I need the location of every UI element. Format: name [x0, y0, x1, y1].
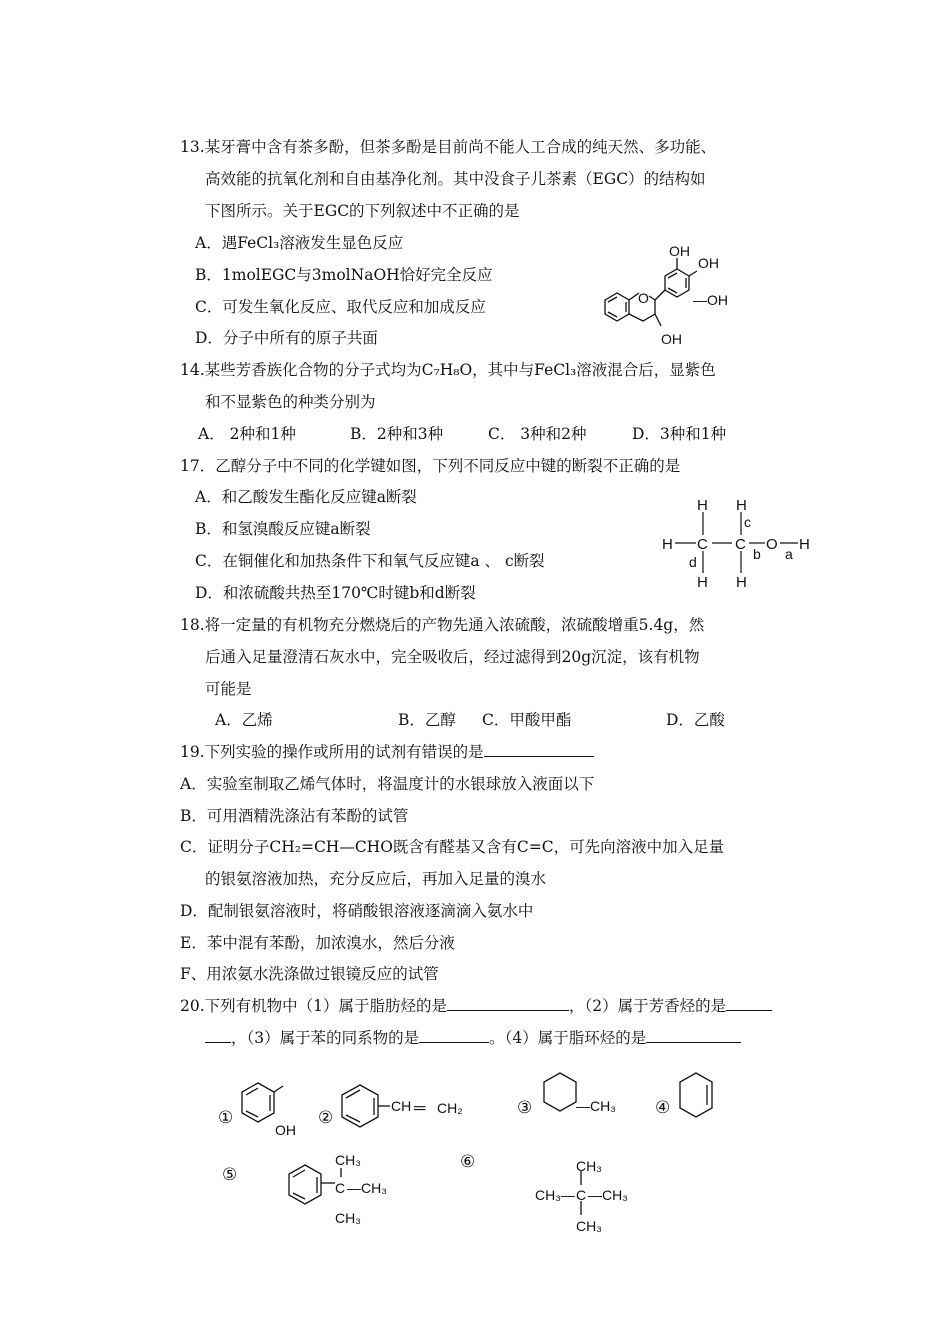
- neo-ch3-bottom: CH₃: [576, 1218, 602, 1234]
- atom-h-top-1: H: [697, 497, 708, 514]
- q18-stem-line1: 18.将一定量的有机物充分燃烧后的产物先通入浓硫酸，浓硫酸增重5.4g，然: [180, 616, 705, 634]
- ethanol-bond-diagram: [660, 495, 820, 591]
- q13-option-d: D．分子中所有的原子共面: [195, 329, 378, 347]
- marker-3: ③: [517, 1098, 533, 1117]
- ring-oxygen-label: O: [638, 290, 649, 306]
- q20-blank-3[interactable]: [419, 1028, 489, 1043]
- q19-stem: [180, 742, 594, 762]
- q18-stem-line2: 后通入足量澄清石灰水中，完全吸收后，经过滤得到20g沉淀，该有机物: [205, 648, 700, 666]
- q14-option-a: A． 2种和1种: [198, 425, 296, 443]
- tbb-ch3-right: —CH₃: [347, 1180, 387, 1196]
- cyclohexene-ring: [680, 1073, 712, 1117]
- q14-option-c: C． 3种和2种: [488, 425, 587, 443]
- q18-option-d: D．乙酸: [666, 711, 725, 729]
- phenol-oh-label: OH: [275, 1122, 296, 1138]
- marker-5: ⑤: [222, 1165, 238, 1184]
- styrene-ring: [342, 1085, 390, 1127]
- marker-4: ④: [655, 1098, 671, 1117]
- q13-stem-line3: 下图所示。关于EGC的下列叙述中不正确的是: [205, 202, 520, 220]
- q14-stem-line2: 和不显紫色的种类分别为: [205, 393, 376, 411]
- q20-blank-4[interactable]: [646, 1028, 741, 1043]
- tbb-ch3-top: CH₃: [335, 1152, 361, 1168]
- methyl-label-3: —CH₃: [576, 1098, 616, 1114]
- q17-option-b: B．和氢溴酸反应键a断裂: [195, 520, 371, 538]
- q18-option-c: C．甲酸甲酯: [482, 711, 572, 729]
- atom-h-top-2: H: [736, 497, 747, 514]
- tbb-c-label: C: [335, 1180, 346, 1196]
- q19-option-e: E．苯中混有苯酚，加浓溴水，然后分液: [180, 934, 455, 952]
- atom-c-2: C: [735, 536, 746, 553]
- hydroxyl-label-3: —OH: [693, 292, 728, 308]
- q17-option-d: D．和浓硫酸共热至170℃时键b和d断裂: [195, 584, 476, 602]
- q19-option-f: F、用浓氨水洗涤做过银镜反应的试管: [180, 965, 439, 983]
- tert-butylbenzene-ring: [289, 1165, 341, 1204]
- q20-part4: 。（4）属于脂环烃的是: [489, 1029, 647, 1047]
- atom-h-right: H: [799, 536, 810, 553]
- atom-c-1: C: [697, 536, 708, 553]
- q20-blank-2b[interactable]: [205, 1028, 231, 1043]
- atom-o: O: [766, 536, 778, 553]
- bond-label-a: a: [785, 546, 793, 562]
- neo-c-label: C: [576, 1187, 587, 1203]
- q19-option-a: A．实验室制取乙烯气体时，将温度计的水银球放入液面以下: [180, 775, 595, 793]
- q18-option-b: B．乙醇: [398, 711, 456, 729]
- q14-option-d: D．3种和1种: [632, 425, 727, 443]
- cyclohexane-ring: [544, 1073, 576, 1111]
- bond-label-b: b: [753, 546, 761, 562]
- q20-stem-line1: [180, 996, 772, 1016]
- q20-part2: ，（2）属于芳香烃的是: [569, 997, 727, 1015]
- q19-option-c-line2: 的银氨溶液加热，充分反应后，再加入足量的溴水: [205, 870, 547, 888]
- q20-part3: ，（3）属于苯的同系物的是: [231, 1029, 420, 1047]
- neo-ch3-right: —CH₃: [588, 1187, 628, 1203]
- neo-ch3-left: CH₃—: [535, 1187, 575, 1203]
- q20-blank-2a[interactable]: [726, 996, 772, 1011]
- styrene-ch-label: CH: [391, 1098, 412, 1114]
- q19-option-d: D．配制银氨溶液时，将硝酸银溶液逐滴滴入氨水中: [180, 902, 534, 920]
- q20-stem-line2: [205, 1028, 741, 1048]
- styrene-double-bond: ═: [414, 1100, 426, 1117]
- q14-stem-line1: 14.某些芳香族化合物的分子式均为C₇H₈O，其中与FeCl₃溶液混合后，显紫色: [180, 361, 716, 379]
- q13-option-b: B．1molEGC与3molNaOH恰好完全反应: [195, 266, 493, 284]
- egc-structure-diagram: [585, 238, 745, 350]
- q17-option-a: A．和乙酸发生酯化反应键a断裂: [195, 488, 417, 506]
- atom-h-bottom-2: H: [736, 574, 747, 591]
- q20-part1: 20.下列有机物中（1）属于脂肪烃的是: [180, 997, 448, 1015]
- hydroxyl-label-1: OH: [669, 243, 690, 259]
- q19-option-c-line1: C．证明分子CH₂=CH—CHO既含有醛基又含有C=C，可先向溶液中加入足量: [180, 838, 725, 856]
- hydroxyl-label-2: OH: [698, 255, 719, 271]
- q18-option-a: A．乙烯: [215, 711, 273, 729]
- q20-structures: [210, 1065, 820, 1245]
- q19-stem-text: 19.下列实验的操作或所用的试剂有错误的是: [180, 743, 484, 761]
- atom-h-bottom-1: H: [697, 574, 708, 591]
- marker-1: ①: [218, 1108, 234, 1127]
- neo-ch3-top: CH₃: [576, 1158, 602, 1174]
- hydroxyl-label-4: OH: [661, 331, 682, 347]
- bond-label-c: c: [744, 514, 751, 530]
- marker-2: ②: [318, 1108, 334, 1127]
- phenol-ring: [242, 1083, 283, 1122]
- atom-h-left: H: [662, 536, 673, 553]
- q18-stem-line3: 可能是: [205, 680, 252, 698]
- bond-label-d: d: [689, 554, 697, 570]
- marker-6: ⑥: [460, 1152, 476, 1171]
- styrene-ch2-label: CH₂: [437, 1100, 463, 1116]
- q19-answer-blank[interactable]: [484, 742, 594, 757]
- q13-option-a: A．遇FeCl₃溶液发生显色反应: [195, 234, 404, 252]
- q13-option-c: C．可发生氧化反应、取代反应和加成反应: [195, 298, 486, 316]
- q13-stem-line1: 13.某牙膏中含有茶多酚，但茶多酚是目前尚不能人工合成的纯天然、多功能、: [180, 138, 717, 156]
- q17-stem: 17．乙醇分子中不同的化学键如图，下列不同反应中键的断裂不正确的是: [180, 457, 681, 475]
- q20-blank-1[interactable]: [447, 996, 569, 1011]
- q13-stem-line2: 高效能的抗氧化剂和自由基净化剂。其中没食子儿茶素（EGC）的结构如: [205, 170, 706, 188]
- q14-option-b: B．2种和3种: [350, 425, 444, 443]
- q19-option-b: B．可用酒精洗涤沾有苯酚的试管: [180, 807, 409, 825]
- q17-option-c: C．在铜催化和加热条件下和氧气反应键a 、 c断裂: [195, 552, 545, 570]
- tbb-ch3-bottom: CH₃: [335, 1210, 361, 1226]
